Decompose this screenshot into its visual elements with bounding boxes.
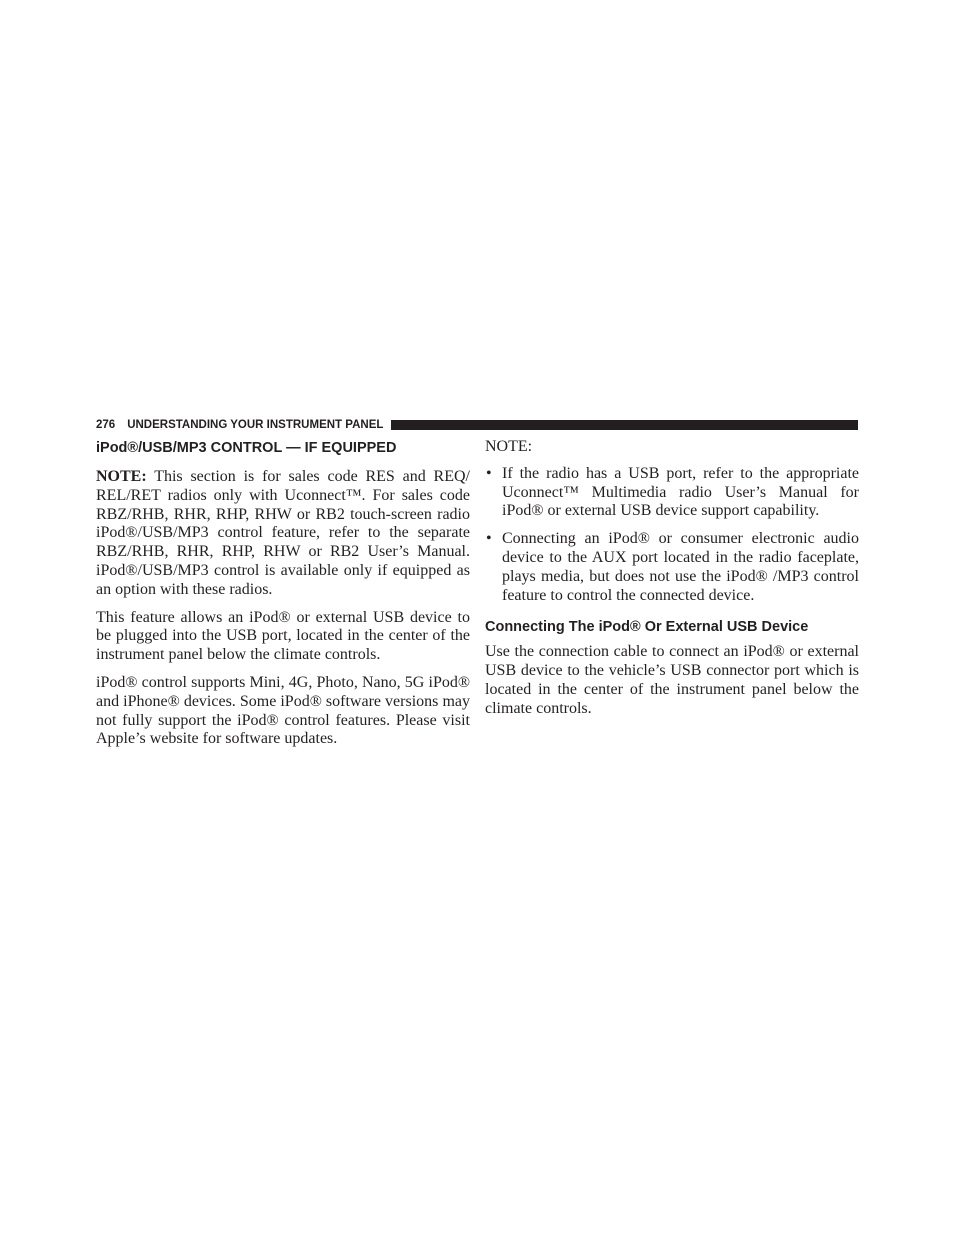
list-item [485,530,859,605]
connection-paragraph: Use the connection cable to connect an iPod® or external USB device to the vehicle’s USB connector port which is located in the center of the instrument panel below the climate controls. [485,643,859,717]
subheading: Connecting The iPod® Or External USB Device [485,619,809,636]
header-rule [391,420,858,430]
list-item [485,465,859,521]
bullet-text: Connecting an iPod® or consumer electronic audio device to the AUX port located in the radio faceplate, plays media, but does not use the iPod® /MP3 control feature to control the connected device. [502,530,859,604]
page-number: 276 [96,419,116,431]
feature-paragraph: This feature allows an iPod® or external USB device to be plugged into the USB port, located in the center of the instrument panel below the climate controls. [96,608,470,664]
bullet-icon: • [486,530,492,548]
note-label: NOTE: [96,468,147,485]
note-paragraph [96,468,470,600]
bullet-text: If the radio has a USB port, refer to the appropriate Uconnect™ Multimedia radio User’s Manual for iPod® or external USB device support capability. [502,464,859,520]
section-title: UNDERSTANDING YOUR INSTRUMENT PANEL [127,419,384,431]
left-column [96,438,470,758]
note-text: This section is for sales code RES and REQ/ REL/RET radios only with Uconnect™. For sales code RBZ/RHB, RHR, RHP, RHW or RB2 touch-screen radio iPod®/USB/MP3 control feature, refer to the separate RBZ/RHB, RHR, RHP, RHW or RB2 User’s Manual. iPod®/USB/MP3 control is available only if equipped as an option with these radios. [96,468,470,598]
section-heading: iPod®/USB/MP3 CONTROL — IF EQUIPPED [96,440,397,456]
page-header [96,416,858,434]
note-heading: NOTE: [485,438,533,455]
right-column [485,438,859,728]
support-paragraph: iPod® control supports Mini, 4G, Photo, Nano, 5G iPod® and iPhone® devices. Some iPod® software versions may not fully support the iPod® control features. Please visit Apple’s website for software updates. [96,673,470,748]
bullet-icon: • [486,464,492,482]
note-list [485,465,859,606]
